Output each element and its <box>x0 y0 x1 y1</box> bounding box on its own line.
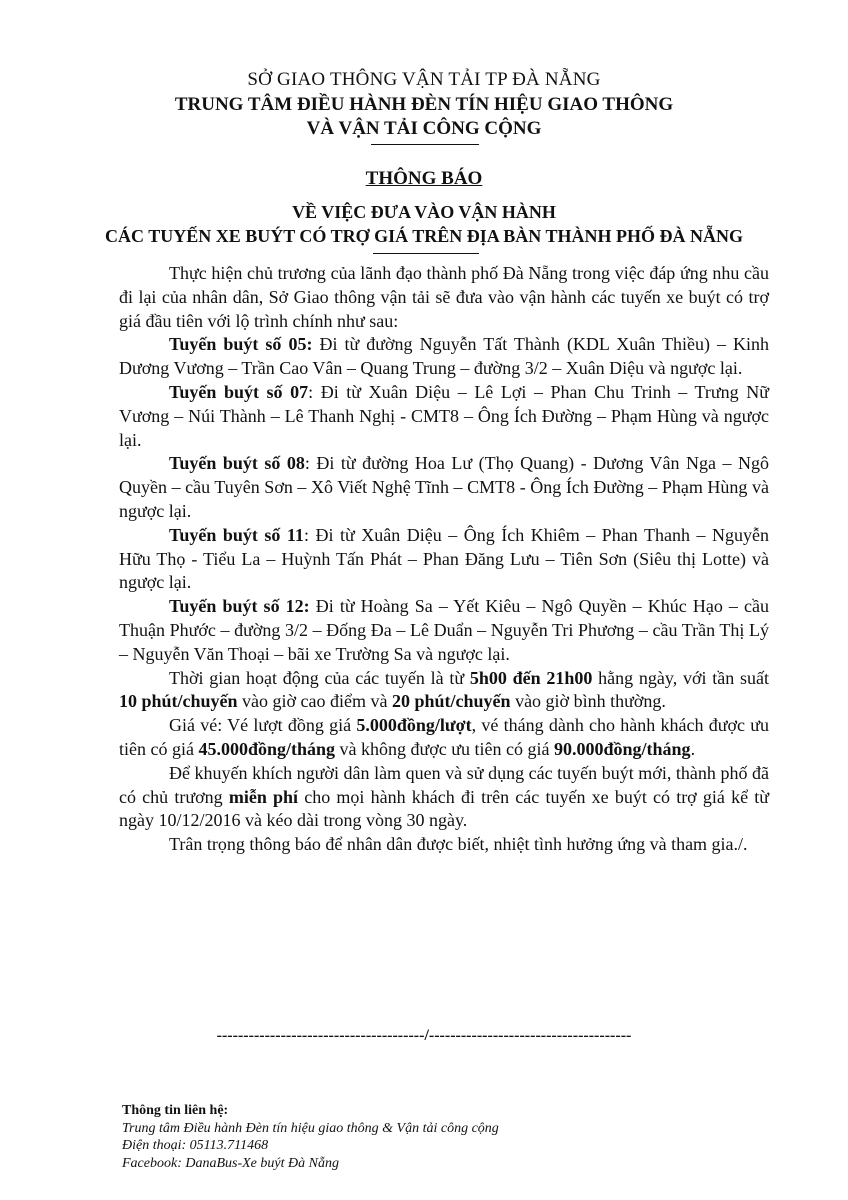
promo-text: cho mọi hành khách đi trên các tuyến xe buýt có trợ giá kể từ ngày 10/12/2016 và kéo dài trong vòng 30 ngày. <box>119 786 770 831</box>
hours-text: vào giờ cao điểm và <box>237 691 393 712</box>
route-description: : Đi từ đường Hoa Lư (Thọ Quang) - Dương Vân Nga – Ngô Quyền – cầu Tuyên Sơn – Xô Viết Nghệ Tĩnh – CMT8 - Ông Ích Đường – Phạm Hùng và ngược lại. <box>119 453 769 521</box>
contact-label: Thông tin liên hệ: <box>122 1103 229 1118</box>
route-paragraph <box>119 333 769 381</box>
free-fare-highlight: miễn phí <box>228 786 299 807</box>
hours-paragraph <box>119 667 769 715</box>
hours-text: Thời gian hoạt động của các tuyến là từ <box>169 667 470 688</box>
route-paragraph <box>119 595 769 666</box>
route-name: Tuyến buýt số 12: <box>169 596 310 617</box>
operating-hours: 5h00 đến 21h00 <box>469 667 593 688</box>
promo-paragraph <box>119 762 769 833</box>
promo-text: Để khuyến khích người dân làm quen và sử dụng các tuyến buýt mới, thành phố đã có chủ trương <box>119 762 769 807</box>
standard-monthly-fare: 90.000đồng/tháng <box>554 738 691 759</box>
priority-monthly-fare: 45.000đồng/tháng <box>198 738 336 759</box>
route-paragraph <box>119 452 769 523</box>
fare-text: , vé tháng dành cho hành khách được ưu tiên có giá <box>119 715 769 759</box>
route-name: Tuyến buýt số 11 <box>169 524 304 545</box>
peak-frequency: 10 phút/chuyến <box>119 691 238 712</box>
notice-subject-line2: CÁC TUYẾN XE BUÝT CÓ TRỢ GIÁ TRÊN ĐỊA BÀN THÀNH PHỐ ĐÀ NẴNG <box>105 226 743 246</box>
hours-text: hằng ngày, với tần suất <box>592 667 769 688</box>
route-paragraph <box>119 381 769 452</box>
subject-underline <box>373 253 479 254</box>
route-description: Đi từ Hoàng Sa – Yết Kiêu – Ngô Quyền – Khúc Hạo – cầu Thuận Phước – đường 3/2 – Đống Đa – Lê Duẩn – Nguyễn Tri Phương – cầu Trần Thị Lý – Nguyễn Văn Thoại – bãi xe Trường Sa và ngược lại. <box>119 596 769 664</box>
fare-paragraph <box>119 714 769 762</box>
route-description: : Đi từ Xuân Diệu – Lê Lợi – Phan Chu Trinh – Trưng Nữ Vương – Núi Thành – Lê Thanh Nghị - CMT8 – Ông Ích Đường – Phạm Hùng và ngược lại. <box>119 381 769 450</box>
contact-organization: Trung tâm Điều hành Đèn tín hiệu giao thông & Vận tải công cộng <box>122 1120 499 1136</box>
notice-title: THÔNG BÁO <box>365 168 483 189</box>
notice-body <box>119 262 769 857</box>
hours-text: vào giờ bình thường. <box>510 691 666 712</box>
intro-paragraph: Thực hiện chủ trương của lãnh đạo thành phố Đà Nẵng trong việc đáp ứng nhu cầu đi lại của nhân dân, Sở Giao thông vận tải sẽ đưa vào vận hành các tuyến xe buýt có trợ giá đầu tiên với lộ trình chính như sau: <box>119 263 769 331</box>
center-name-line1: TRUNG TÂM ĐIỀU HÀNH ĐÈN TÍN HIỆU GIAO THÔNG <box>174 94 674 115</box>
closing-paragraph: Trân trọng thông báo để nhân dân được biết, nhiệt tình hưởng ứng và tham gia./. <box>169 834 748 855</box>
route-name: Tuyến buýt số 08 <box>169 453 305 474</box>
notice-subject-line1: VỀ VIỆC ĐƯA VÀO VẬN HÀNH <box>292 202 556 222</box>
contact-phone: Điện thoại: 05113.711468 <box>122 1138 269 1153</box>
route-description: Đi từ đường Nguyễn Tất Thành (KDL Xuân Thiều) – Kinh Dương Vương – Trần Cao Vân – Quang Trung – đường 3/2 – Xuân Diệu và ngược lại. <box>119 334 769 379</box>
route-name: Tuyến buýt số 07 <box>169 381 309 402</box>
fare-text: Giá vé: Vé lượt đồng giá <box>169 715 357 736</box>
route-paragraph <box>119 524 769 595</box>
contact-block <box>122 1102 499 1172</box>
normal-frequency: 20 phút/chuyến <box>392 691 511 712</box>
route-description: : Đi từ Xuân Diệu – Ông Ích Khiêm – Phan Thanh – Nguyễn Hữu Thọ - Tiểu La – Huỳnh Tấn Phát – Phan Đăng Lưu – Tiên Sơn (Siêu thị Lotte) và ngược lại. <box>119 524 769 593</box>
route-name: Tuyến buýt số 05: <box>169 334 313 355</box>
fare-text: và không được ưu tiên có giá <box>335 738 555 759</box>
center-name-line2: VÀ VẬN TẢI CÔNG CỘNG <box>306 118 542 139</box>
header-underline <box>371 144 479 145</box>
separator-line: ---------------------------------------/-------------------------------------- <box>216 1027 632 1044</box>
contact-facebook: Facebook: DanaBus-Xe buýt Đà Nẵng <box>122 1155 339 1171</box>
fare-text: . <box>690 738 696 759</box>
single-fare: 5.000đồng/lượt <box>356 715 472 736</box>
agency-name: SỞ GIAO THÔNG VẬN TẢI TP ĐÀ NẴNG <box>247 69 601 90</box>
